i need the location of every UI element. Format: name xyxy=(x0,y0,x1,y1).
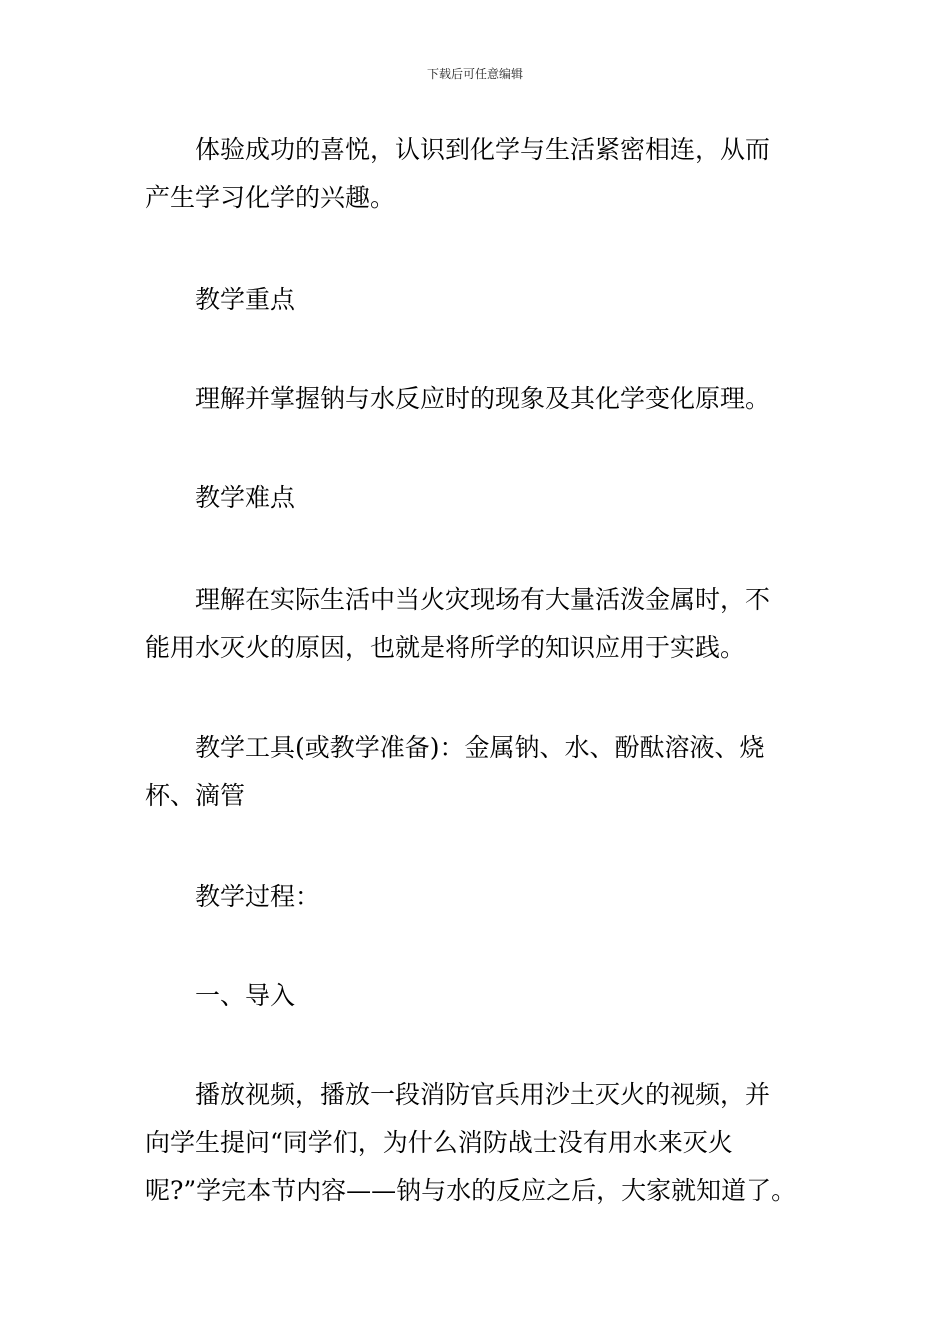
paragraph-tools xyxy=(145,724,815,820)
text-line: 产生学习化学的兴趣。 xyxy=(145,183,396,212)
text-line: 教学过程： xyxy=(145,882,321,911)
heading-key-points xyxy=(145,276,815,324)
text-line: 向学生提问“同学们，为什么消防战士没有用水来灭火 xyxy=(145,1128,733,1157)
text-line: 杯、滴管 xyxy=(145,781,246,810)
page-header: 下载后可任意编辑 xyxy=(426,67,523,81)
heading-process xyxy=(145,873,815,921)
text-line: 教学工具(或教学准备)：金属钠、水、酚酞溶液、烧 xyxy=(145,733,765,762)
text-line: 理解在实际生活中当火灾现场有大量活泼金属时，不 xyxy=(145,585,771,614)
text-line: 理解并掌握钠与水反应时的现象及其化学变化原理。 xyxy=(145,384,771,413)
text-line: 呢?”学完本节内容——钠与水的反应之后，大家就知道了。 xyxy=(145,1176,797,1205)
text-line: 教学重点 xyxy=(145,285,296,314)
heading-introduction xyxy=(145,972,815,1020)
heading-difficulties xyxy=(145,474,815,522)
paragraph-difficulties xyxy=(145,576,815,672)
paragraph-intro xyxy=(145,126,815,222)
text-line: 教学难点 xyxy=(145,483,296,512)
paragraph-key-points xyxy=(145,375,815,423)
text-line: 一、导入 xyxy=(145,981,296,1010)
text-line: 播放视频，播放一段消防官兵用沙土灭火的视频，并 xyxy=(145,1080,771,1109)
text-line: 能用水灭火的原因，也就是将所学的知识应用于实践。 xyxy=(145,633,746,662)
text-line: 体验成功的喜悦，认识到化学与生活紧密相连，从而 xyxy=(145,135,771,164)
paragraph-video xyxy=(145,1071,815,1215)
